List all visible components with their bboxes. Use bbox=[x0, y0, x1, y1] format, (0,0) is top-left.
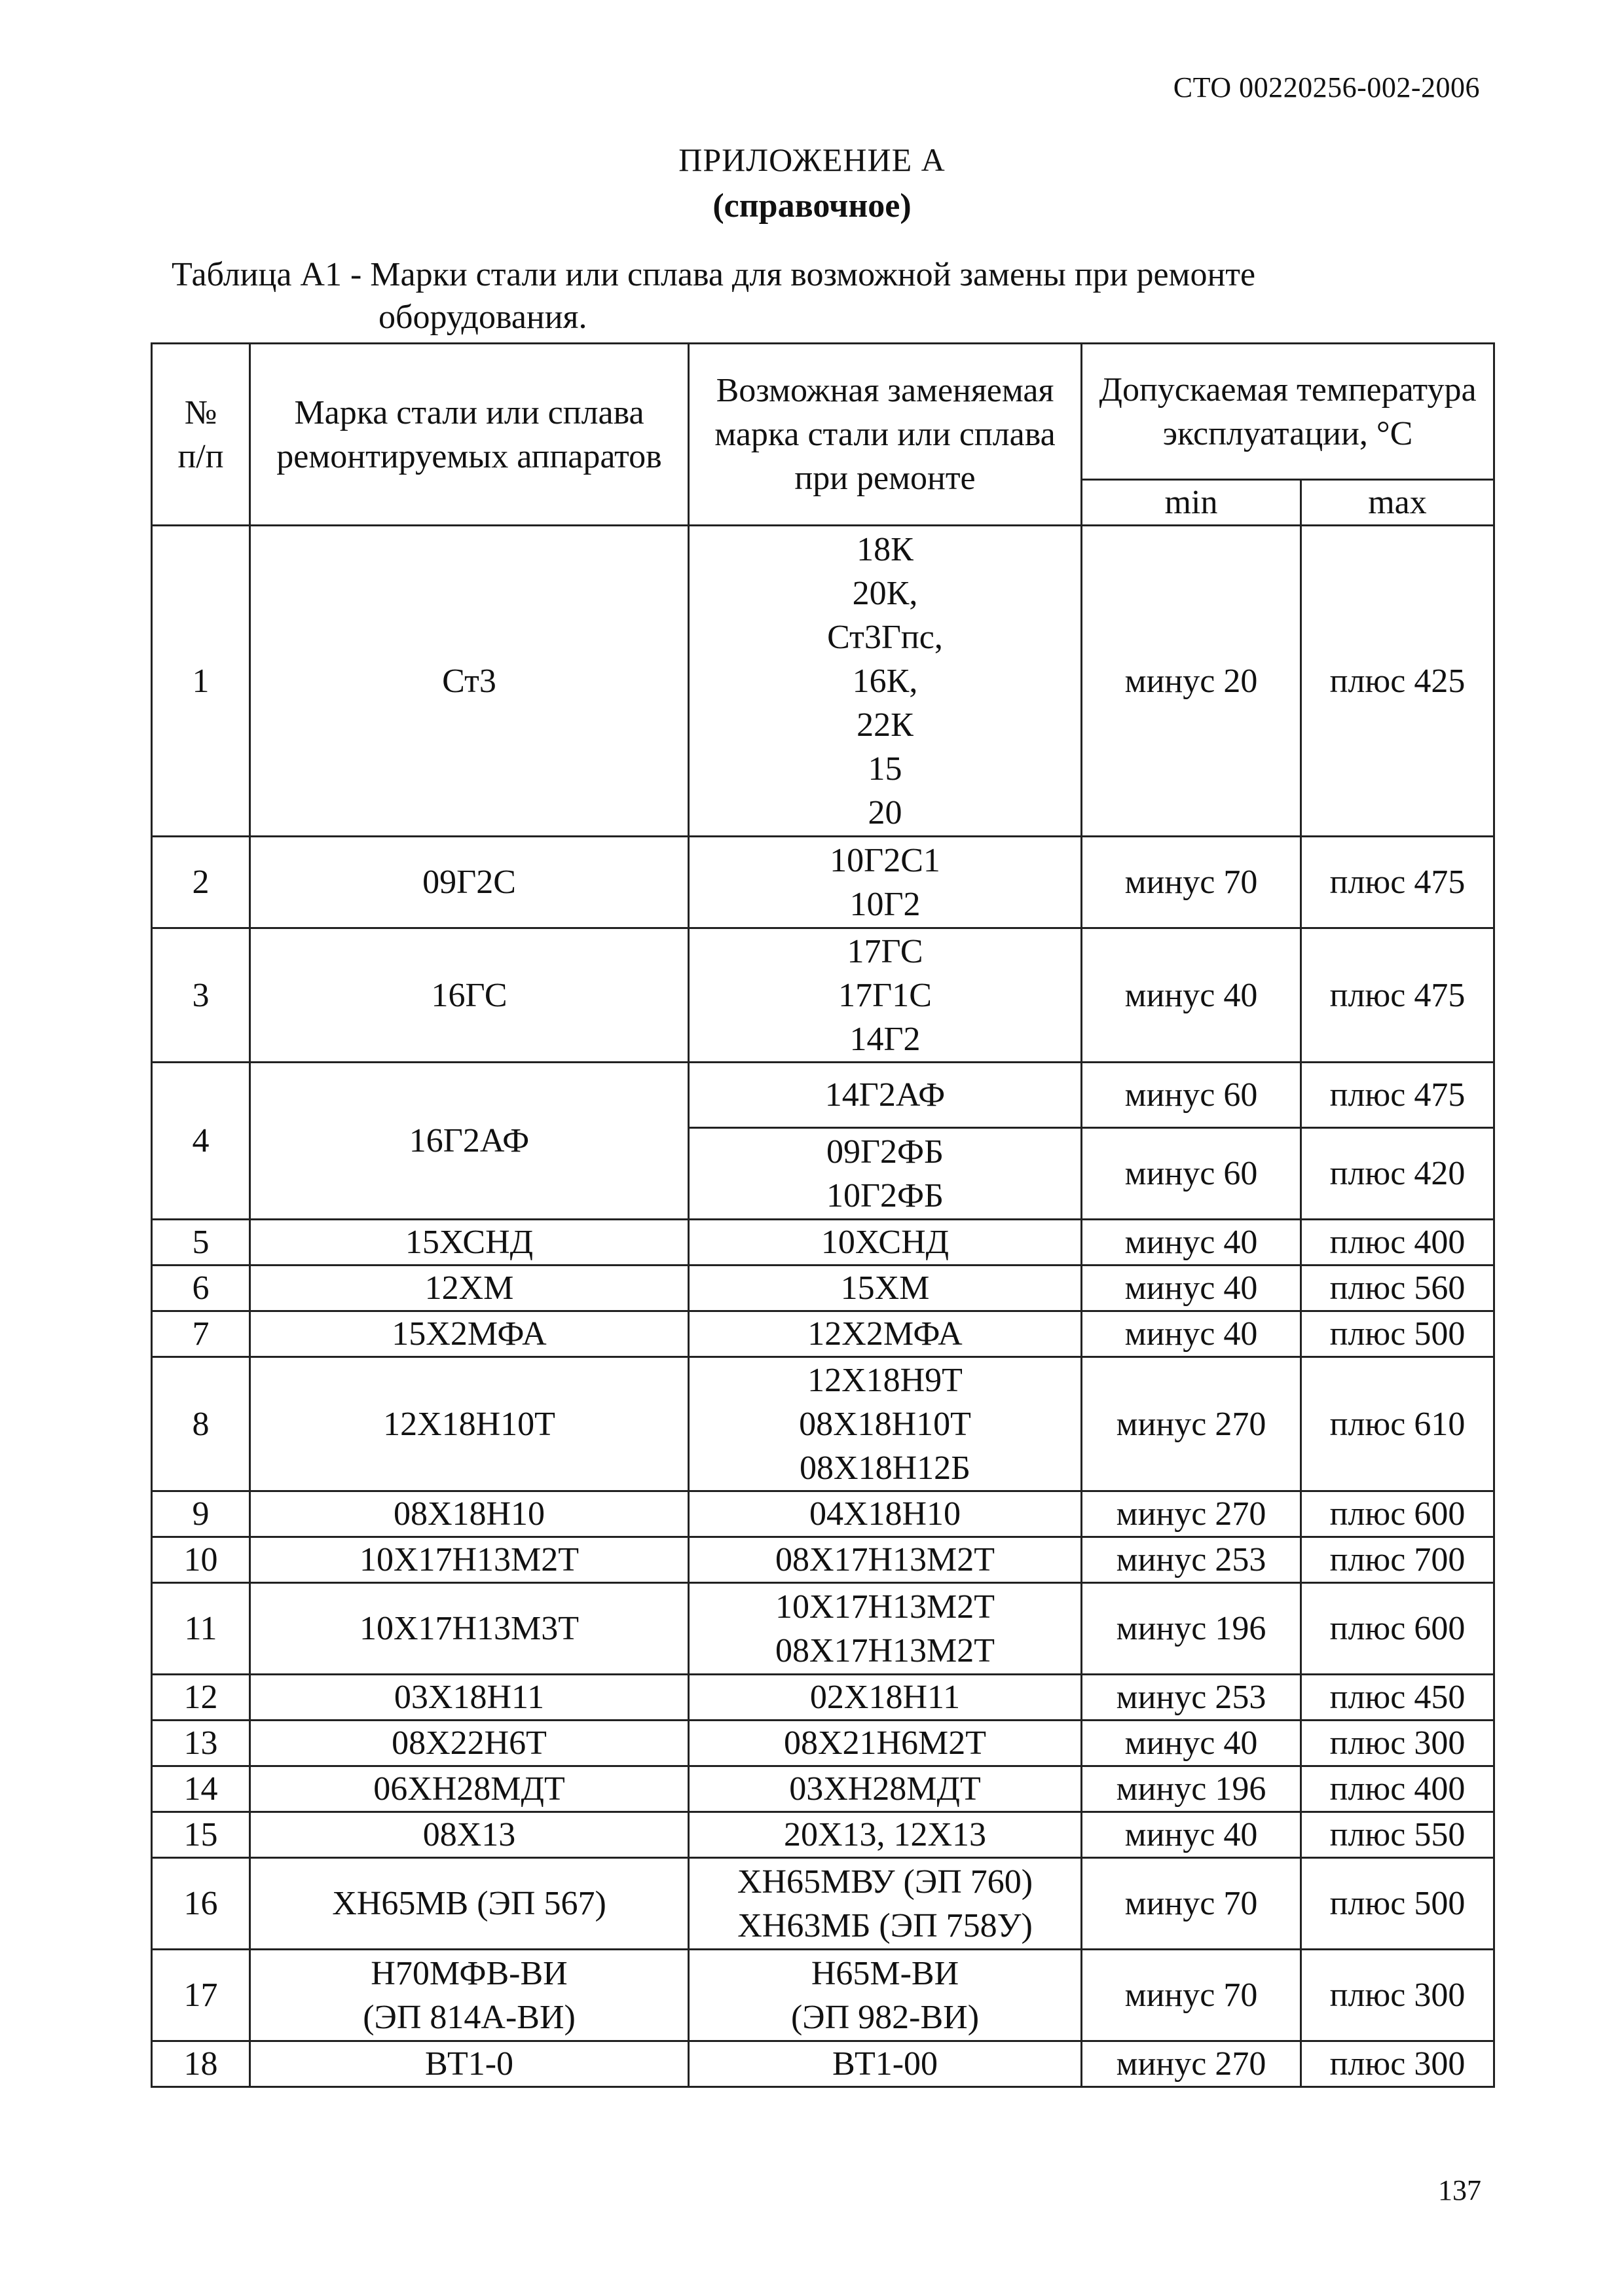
steel-replacement-table bbox=[151, 342, 1495, 2088]
row-grade: 08Х22Н6Т bbox=[250, 1721, 689, 1766]
table-row bbox=[152, 1357, 1494, 1491]
table-row bbox=[152, 2041, 1494, 2087]
row-replacement: 17ГС 17Г1С 14Г2 bbox=[689, 928, 1082, 1063]
row-temp-min: минус 70 bbox=[1082, 1950, 1301, 2041]
table-caption-line-1: Таблица А1 - Марки стали или сплава для возможной замены при ремонте bbox=[172, 256, 1256, 293]
row-temp-max: плюс 400 bbox=[1301, 1220, 1494, 1266]
table-row bbox=[152, 1766, 1494, 1812]
header-grade: Марка стали или сплава ремонтируемых аппаратов bbox=[250, 344, 689, 526]
row-replacement: 14Г2АФ bbox=[689, 1063, 1082, 1128]
row-replacement: 02Х18Н11 bbox=[689, 1675, 1082, 1721]
row-temp-max: плюс 600 bbox=[1301, 1491, 1494, 1537]
table-row bbox=[152, 837, 1494, 928]
row-temp-max: плюс 610 bbox=[1301, 1357, 1494, 1491]
row-temp-max: плюс 475 bbox=[1301, 928, 1494, 1063]
row-temp-max: плюс 500 bbox=[1301, 1311, 1494, 1357]
row-temp-max: плюс 560 bbox=[1301, 1266, 1494, 1311]
row-number: 7 bbox=[152, 1311, 250, 1357]
row-grade: 10Х17Н13М2Т bbox=[250, 1537, 689, 1583]
row-grade: 15Х2МФА bbox=[250, 1311, 689, 1357]
header-temperature: Допускаемая температура эксплуатации, °С bbox=[1082, 344, 1494, 480]
row-temp-min: минус 196 bbox=[1082, 1583, 1301, 1675]
row-replacement: 08Х17Н13М2Т bbox=[689, 1537, 1082, 1583]
row-temp-min: минус 40 bbox=[1082, 1266, 1301, 1311]
row-grade: Н70МФВ-ВИ (ЭП 814А-ВИ) bbox=[250, 1950, 689, 2041]
row-temp-min: минус 40 bbox=[1082, 1311, 1301, 1357]
row-number: 8 bbox=[152, 1357, 250, 1491]
row-replacement: 15ХМ bbox=[689, 1266, 1082, 1311]
header-number: № п/п bbox=[152, 344, 250, 526]
row-number: 10 bbox=[152, 1537, 250, 1583]
row-temp-min: минус 70 bbox=[1082, 837, 1301, 928]
row-temp-max: плюс 300 bbox=[1301, 1950, 1494, 2041]
row-replacement: 04Х18Н10 bbox=[689, 1491, 1082, 1537]
row-replacement: ВТ1-00 bbox=[689, 2041, 1082, 2087]
row-grade: ВТ1-0 bbox=[250, 2041, 689, 2087]
row-replacement: 09Г2ФБ 10Г2ФБ bbox=[689, 1128, 1082, 1220]
row-temp-min: минус 40 bbox=[1082, 1812, 1301, 1858]
table-row bbox=[152, 928, 1494, 1063]
table-row bbox=[152, 1537, 1494, 1583]
appendix-title: ПРИЛОЖЕНИЕ А bbox=[678, 141, 946, 178]
row-number: 9 bbox=[152, 1491, 250, 1537]
row-grade: 08Х13 bbox=[250, 1812, 689, 1858]
table-row bbox=[152, 1266, 1494, 1311]
row-replacement: 20Х13, 12Х13 bbox=[689, 1812, 1082, 1858]
row-replacement: ХН65МВУ (ЭП 760) ХН63МБ (ЭП 758У) bbox=[689, 1858, 1082, 1950]
row-replacement: 12Х18Н9Т 08Х18Н10Т 08Х18Н12Б bbox=[689, 1357, 1082, 1491]
table-row bbox=[152, 1812, 1494, 1858]
row-grade: 16ГС bbox=[250, 928, 689, 1063]
row-temp-min: минус 253 bbox=[1082, 1537, 1301, 1583]
row-temp-min: минус 270 bbox=[1082, 1491, 1301, 1537]
page-number: 137 bbox=[1438, 2174, 1481, 2206]
row-grade: 09Г2С bbox=[250, 837, 689, 928]
row-number: 3 bbox=[152, 928, 250, 1063]
row-number: 16 bbox=[152, 1858, 250, 1950]
row-temp-max: плюс 425 bbox=[1301, 526, 1494, 837]
row-temp-max: плюс 300 bbox=[1301, 1721, 1494, 1766]
row-number: 15 bbox=[152, 1812, 250, 1858]
row-replacement: 10ХСНД bbox=[689, 1220, 1082, 1266]
row-number: 5 bbox=[152, 1220, 250, 1266]
row-temp-max: плюс 450 bbox=[1301, 1675, 1494, 1721]
row-temp-min: минус 196 bbox=[1082, 1766, 1301, 1812]
row-replacement: 10Х17Н13М2Т 08Х17Н13М2Т bbox=[689, 1583, 1082, 1675]
row-temp-min: минус 40 bbox=[1082, 928, 1301, 1063]
table-row bbox=[152, 1063, 1494, 1128]
document-code: СТО 00220256-002-2006 bbox=[1173, 71, 1480, 103]
row-number: 1 bbox=[152, 526, 250, 837]
table-caption-line-2: оборудования. bbox=[378, 299, 587, 336]
row-number: 4 bbox=[152, 1063, 250, 1220]
row-grade: Ст3 bbox=[250, 526, 689, 837]
row-grade: 08Х18Н10 bbox=[250, 1491, 689, 1537]
table-row bbox=[152, 1220, 1494, 1266]
row-grade: 03Х18Н11 bbox=[250, 1675, 689, 1721]
row-number: 17 bbox=[152, 1950, 250, 2041]
row-grade: ХН65МВ (ЭП 567) bbox=[250, 1858, 689, 1950]
row-temp-max: плюс 420 bbox=[1301, 1128, 1494, 1220]
row-temp-min: минус 20 bbox=[1082, 526, 1301, 837]
row-grade: 06ХН28МДТ bbox=[250, 1766, 689, 1812]
row-number: 13 bbox=[152, 1721, 250, 1766]
table-row bbox=[152, 1311, 1494, 1357]
row-number: 14 bbox=[152, 1766, 250, 1812]
table-row bbox=[152, 1583, 1494, 1675]
table-row bbox=[152, 1721, 1494, 1766]
row-grade: 15ХСНД bbox=[250, 1220, 689, 1266]
row-temp-max: плюс 500 bbox=[1301, 1858, 1494, 1950]
table-row bbox=[152, 1491, 1494, 1537]
row-temp-max: плюс 600 bbox=[1301, 1583, 1494, 1675]
row-grade: 16Г2АФ bbox=[250, 1063, 689, 1220]
row-number: 12 bbox=[152, 1675, 250, 1721]
row-number: 11 bbox=[152, 1583, 250, 1675]
row-temp-max: плюс 475 bbox=[1301, 1063, 1494, 1128]
row-temp-max: плюс 700 bbox=[1301, 1537, 1494, 1583]
table-row bbox=[152, 1675, 1494, 1721]
row-temp-min: минус 253 bbox=[1082, 1675, 1301, 1721]
table-row bbox=[152, 526, 1494, 837]
header-min: min bbox=[1082, 480, 1301, 526]
row-temp-min: минус 40 bbox=[1082, 1721, 1301, 1766]
row-replacement: 18К 20К, Ст3Гпс, 16К, 22К 15 20 bbox=[689, 526, 1082, 837]
header-max: max bbox=[1301, 480, 1494, 526]
row-temp-max: плюс 550 bbox=[1301, 1812, 1494, 1858]
row-replacement: 08Х21Н6М2Т bbox=[689, 1721, 1082, 1766]
row-grade: 12Х18Н10Т bbox=[250, 1357, 689, 1491]
row-grade: 10Х17Н13М3Т bbox=[250, 1583, 689, 1675]
row-temp-min: минус 270 bbox=[1082, 2041, 1301, 2087]
row-temp-max: плюс 300 bbox=[1301, 2041, 1494, 2087]
row-replacement: 12Х2МФА bbox=[689, 1311, 1082, 1357]
table-row bbox=[152, 1858, 1494, 1950]
row-replacement: Н65М-ВИ (ЭП 982-ВИ) bbox=[689, 1950, 1082, 2041]
row-replacement: 03ХН28МДТ bbox=[689, 1766, 1082, 1812]
row-number: 18 bbox=[152, 2041, 250, 2087]
table-row bbox=[152, 1950, 1494, 2041]
row-grade: 12ХМ bbox=[250, 1266, 689, 1311]
row-number: 2 bbox=[152, 837, 250, 928]
row-replacement: 10Г2С1 10Г2 bbox=[689, 837, 1082, 928]
row-temp-max: плюс 400 bbox=[1301, 1766, 1494, 1812]
appendix-subtitle: (справочное) bbox=[712, 187, 912, 225]
row-number: 6 bbox=[152, 1266, 250, 1311]
row-temp-min: минус 60 bbox=[1082, 1063, 1301, 1128]
row-temp-min: минус 70 bbox=[1082, 1858, 1301, 1950]
row-temp-min: минус 270 bbox=[1082, 1357, 1301, 1491]
row-temp-min: минус 60 bbox=[1082, 1128, 1301, 1220]
row-temp-min: минус 40 bbox=[1082, 1220, 1301, 1266]
header-replacement: Возможная заменяемая марка стали или сплава при ремонте bbox=[689, 344, 1082, 526]
row-temp-max: плюс 475 bbox=[1301, 837, 1494, 928]
